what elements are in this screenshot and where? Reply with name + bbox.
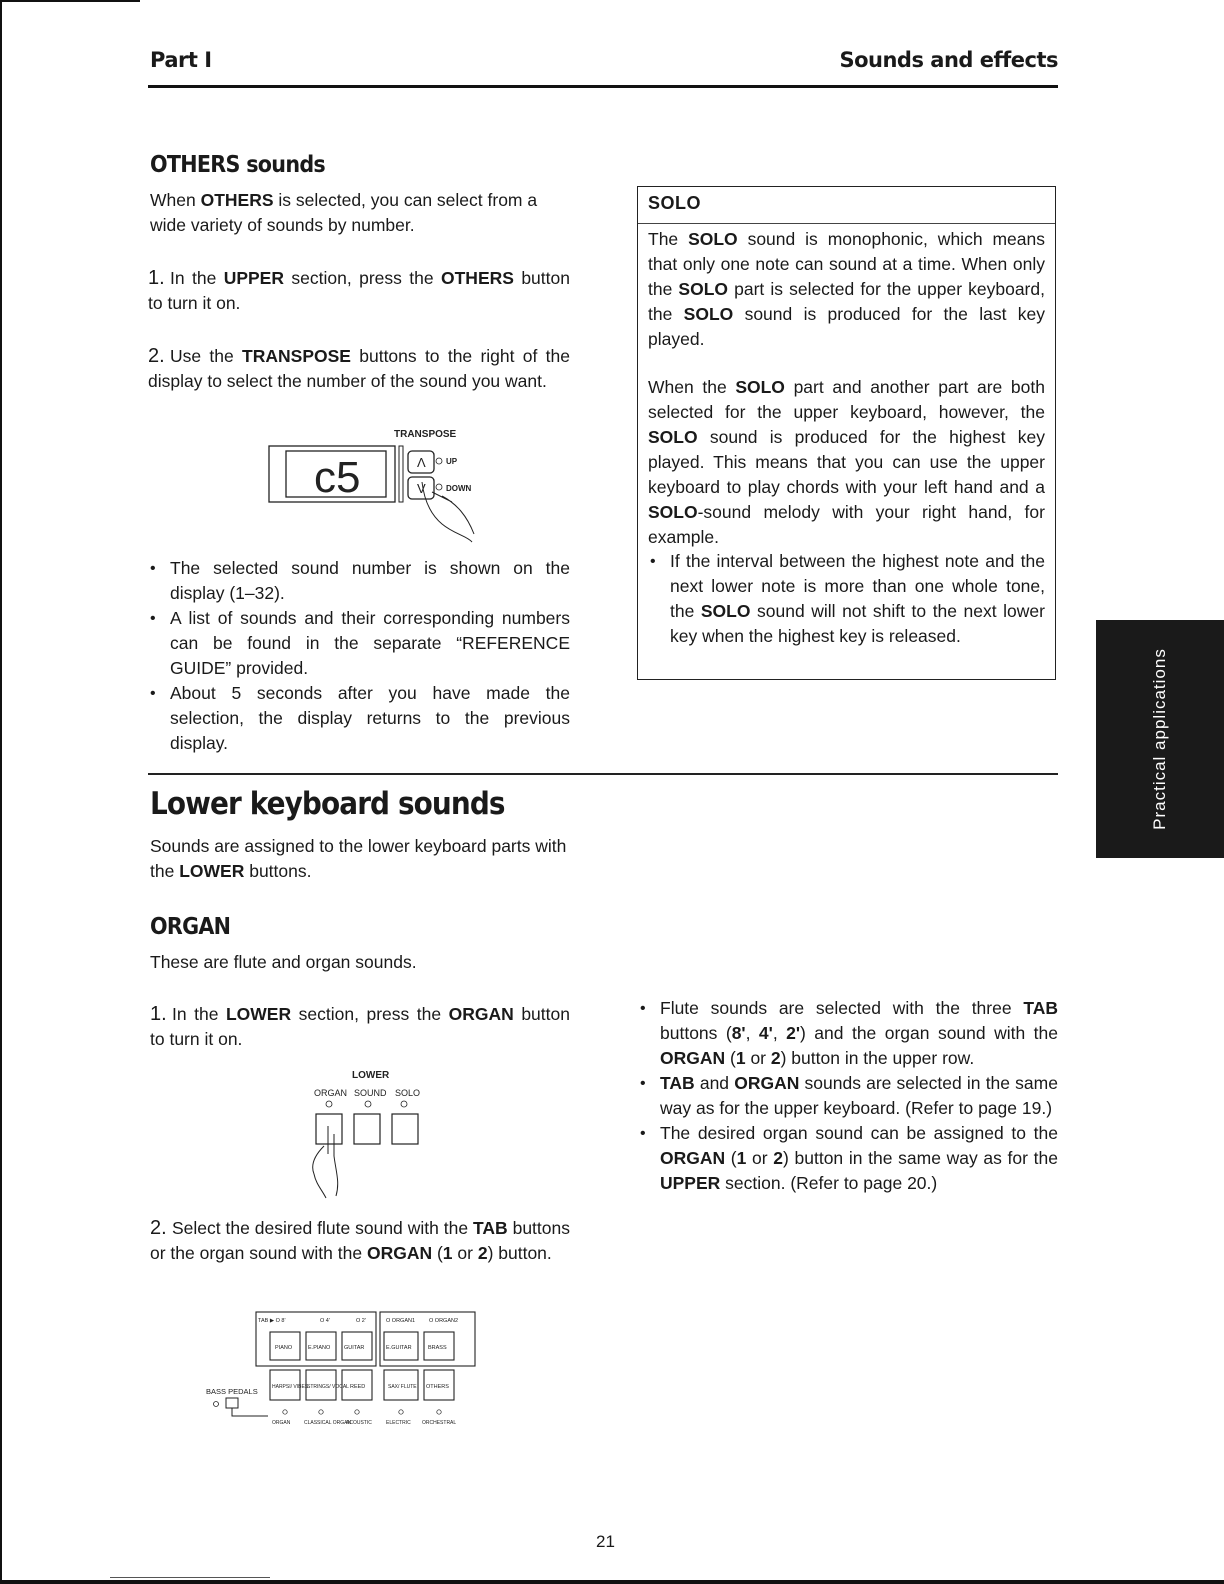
- organ-bullets: [638, 996, 1058, 1196]
- organ-led-icon: [326, 1101, 332, 1107]
- side-tab-label: Practical applications: [1150, 648, 1169, 830]
- tab-4-label: O 4': [320, 1318, 330, 1324]
- sound-button[interactable]: [354, 1114, 380, 1144]
- bass-pedals-label: BASS PEDALS: [206, 1387, 258, 1396]
- organ1-label: O ORGAN1: [386, 1318, 416, 1324]
- header-part: Part I: [150, 48, 212, 72]
- solo-info-box: [637, 186, 1056, 680]
- page-number: 21: [596, 1532, 615, 1551]
- organ-label: ORGAN: [314, 1088, 348, 1098]
- organ-step-1: 1. In the LOWER section, press the ORGAN button to turn it on.: [150, 1003, 570, 1049]
- organ-button[interactable]: [316, 1114, 342, 1144]
- list-item: • About 5 seconds after you have made the selection, the display returns to the previous display.: [148, 681, 570, 756]
- sound-led-icon: [365, 1101, 371, 1107]
- orchestral-label: ORCHESTRAL: [422, 1420, 457, 1426]
- down-led-icon: [436, 484, 442, 490]
- up-arrow-icon: Λ: [417, 455, 426, 470]
- organ-sub-label: ORGAN: [272, 1420, 291, 1426]
- harpsi-vibes-label: HARPSI/ VIBES: [272, 1384, 309, 1390]
- organ-heading: ORGAN: [150, 914, 231, 940]
- solo-title-rule: [638, 223, 1055, 224]
- others-step-1: 1. In the UPPER section, press the OTHERS button to turn it on.: [148, 267, 570, 313]
- up-label: UP: [446, 457, 458, 466]
- solo-para-2: When the SOLO part and another part are both selected for the upper keyboard, however, the SOLO sound is produced for the highest key played. This means that you can use the upper keyboard to play chords with your left hand and a SOLO-sound melody with your right hand, for example.: [648, 377, 1045, 547]
- list-item: • The selected sound number is shown on the display (1–32).: [148, 556, 570, 606]
- others-label: OTHERS: [426, 1384, 449, 1390]
- solo-led-icon: [401, 1101, 407, 1107]
- list-item: • The desired organ sound can be assigned to the ORGAN (1 or 2) button in the same way as for the UPPER section. (Refer to page 20.): [638, 1121, 1058, 1196]
- section-divider: [148, 773, 1058, 775]
- electric-label: ELECTRIC: [386, 1420, 411, 1426]
- tab-8-label: TAB ▶ O 8': [258, 1318, 286, 1324]
- bass-led-icon: [214, 1402, 219, 1407]
- transpose-label: TRANSPOSE: [394, 429, 457, 440]
- up-led-icon: [436, 458, 442, 464]
- reed-label: REED: [350, 1384, 366, 1390]
- list-item: • If the interval between the highest note and the next lower note is more than one whole tone, the SOLO sound will not shift to the next lower key when the highest key is released.: [648, 549, 1045, 649]
- scan-border-left: [0, 0, 2, 1584]
- scan-border-top: [0, 0, 140, 2]
- bass-pedals-button[interactable]: [226, 1398, 238, 1408]
- epiano-label: E.PIANO: [308, 1345, 331, 1351]
- transpose-diagram: [262, 424, 502, 550]
- list-item: • TAB and ORGAN sounds are selected in the same way as for the upper keyboard. (Refer to page 19.): [638, 1071, 1058, 1121]
- solo-title: SOLO: [648, 193, 702, 213]
- list-item: • Flute sounds are selected with the three TAB buttons (8', 4', 2') and the organ sound with the ORGAN (1 or 2) button in the upper row.: [638, 996, 1058, 1071]
- scan-mark: [110, 1577, 270, 1578]
- lower-intro: Sounds are assigned to the lower keyboard parts with the LOWER buttons.: [150, 836, 567, 881]
- sound-label: SOUND: [354, 1088, 387, 1098]
- organ-intro: These are flute and organ sounds.: [150, 952, 417, 972]
- tab-buttons-diagram: [200, 1308, 490, 1436]
- down-label: DOWN: [446, 484, 472, 493]
- acoustic-label: ACOUSTIC: [346, 1420, 372, 1426]
- down-arrow-icon: V: [417, 481, 426, 496]
- display-value: c5: [314, 453, 361, 502]
- scan-border-bottom: [0, 1580, 1224, 1584]
- header-rule: [148, 85, 1058, 88]
- classical-organ-label: CLASSICAL ORGAN: [304, 1420, 352, 1426]
- others-step-2: 2. Use the TRANSPOSE buttons to the right of the display to select the number of the sound you want.: [148, 345, 570, 391]
- organ-step-2: 2. Select the desired flute sound with the TAB buttons or the organ sound with the ORGAN (1 or 2) button.: [150, 1217, 570, 1263]
- others-heading: OTHERS sounds: [150, 152, 326, 178]
- sax-flute-label: SAX/ FLUTE: [388, 1384, 417, 1390]
- lower-heading: Lower keyboard sounds: [150, 786, 505, 822]
- list-item: • A list of sounds and their corresponding numbers can be found in the separate “REFERENCE GUIDE” provided.: [148, 606, 570, 681]
- others-intro: When OTHERS is selected, you can select from a wide variety of sounds by number.: [150, 190, 538, 235]
- lower-buttons-diagram: [296, 1064, 446, 1204]
- organ2-label: O ORGAN2: [429, 1318, 459, 1324]
- solo-button[interactable]: [392, 1114, 418, 1144]
- brass-label: BRASS: [428, 1345, 447, 1351]
- eguitar-label: E.GUITAR: [386, 1345, 412, 1351]
- header-section-title: Sounds and effects: [839, 48, 1058, 72]
- solo-label: SOLO: [395, 1088, 421, 1098]
- tab-2-label: O 2': [356, 1318, 366, 1324]
- lower-diagram-title: LOWER: [352, 1070, 390, 1081]
- piano-label: PIANO: [275, 1345, 293, 1351]
- others-bullets: [148, 556, 570, 756]
- solo-bullets: [648, 549, 1045, 649]
- guitar-label: GUITAR: [344, 1345, 365, 1351]
- strings-vocal-label: STRINGS/ VOCAL: [307, 1384, 349, 1390]
- solo-para-1: The SOLO sound is monophonic, which means that only one note can sound at a time. When only the SOLO part is selected for the upper keyboard, the SOLO sound is produced for the last key played.: [648, 229, 1045, 349]
